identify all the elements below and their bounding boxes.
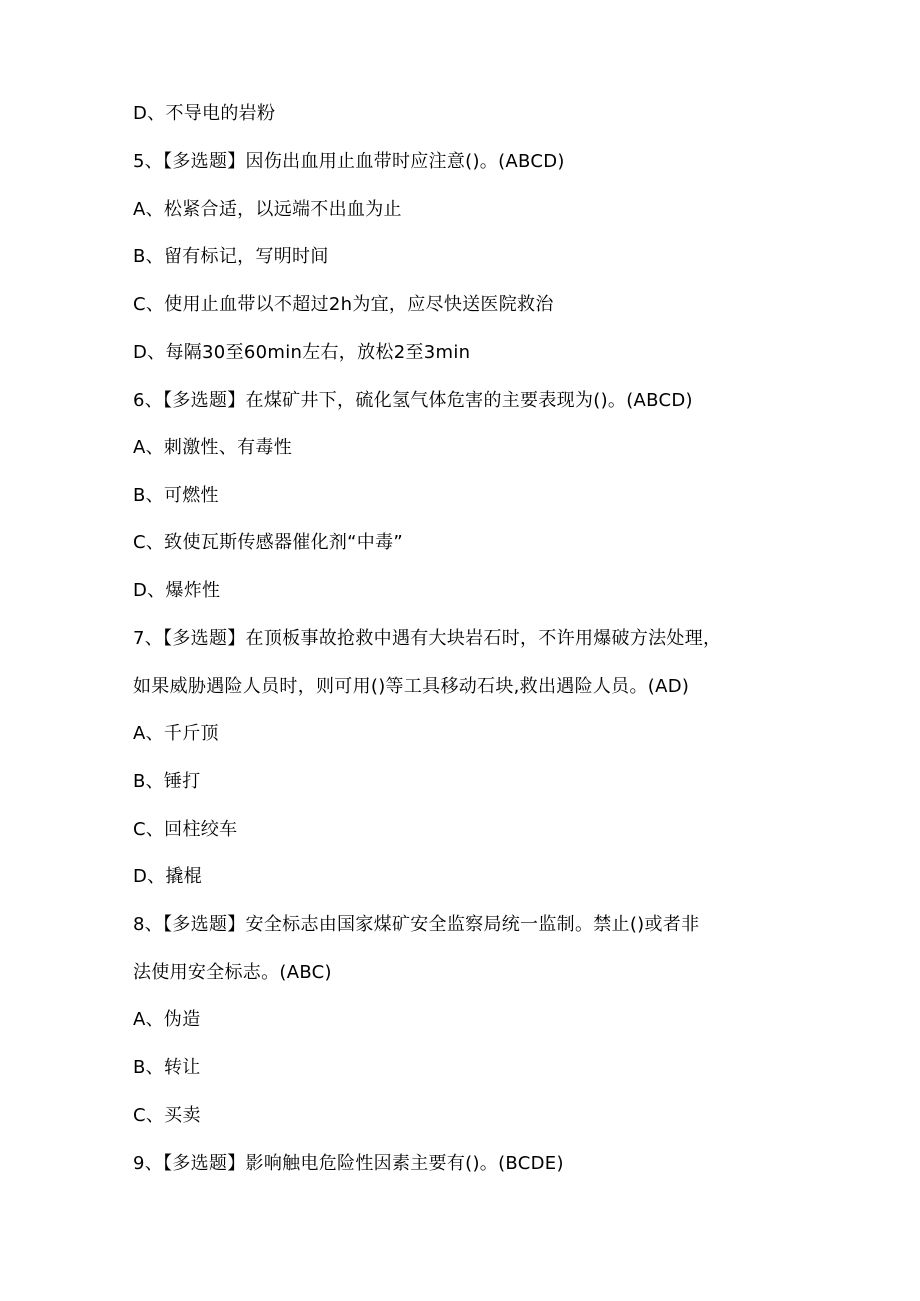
option-a-q7: A、千斤顶 bbox=[133, 723, 219, 744]
question-6: 6、【多选题】在煤矿井下，硫化氢气体危害的主要表现为()。(ABCD) bbox=[133, 390, 693, 411]
question-5: 5、【多选题】因伤出血用止血带时应注意()。(ABCD) bbox=[133, 151, 565, 172]
option-d-q5: D、每隔30至60min左右，放松2至3min bbox=[133, 342, 471, 363]
option-b-q7: B、锤打 bbox=[133, 771, 201, 792]
option-c-q5: C、使用止血带以不超过2h为宜，应尽快送医院救治 bbox=[133, 294, 554, 315]
question-8-line-1: 8、【多选题】安全标志由国家煤矿安全监察局统一监制。禁止()或者非 bbox=[133, 914, 700, 935]
option-a-q8: A、伪造 bbox=[133, 1009, 201, 1030]
question-7-line-2: 如果威胁遇险人员时，则可用()等工具移动石块,救出遇险人员。(AD) bbox=[133, 676, 690, 697]
option-a-q5: A、松紧合适，以远端不出血为止 bbox=[133, 199, 402, 220]
option-b-q6: B、可燃性 bbox=[133, 485, 219, 506]
option-b-q5: B、留有标记，写明时间 bbox=[133, 246, 329, 267]
question-7-line-1: 7、【多选题】在顶板事故抢救中遇有大块岩石时，不许用爆破方法处理， bbox=[133, 628, 722, 649]
option-d-q7: D、撬棍 bbox=[133, 866, 203, 887]
option-d-q6: D、爆炸性 bbox=[133, 580, 221, 601]
option-c-q7: C、回柱绞车 bbox=[133, 819, 238, 840]
option-d-q4: D、不导电的岩粉 bbox=[133, 103, 276, 124]
option-c-q6: C、致使瓦斯传感器催化剂“中毒” bbox=[133, 532, 404, 553]
question-9: 9、【多选题】影响触电危险性因素主要有()。(BCDE) bbox=[133, 1153, 564, 1174]
question-8-line-2: 法使用安全标志。(ABC) bbox=[133, 962, 332, 983]
option-a-q6: A、刺激性、有毒性 bbox=[133, 437, 293, 458]
option-b-q8: B、转让 bbox=[133, 1057, 201, 1078]
option-c-q8: C、买卖 bbox=[133, 1105, 201, 1126]
